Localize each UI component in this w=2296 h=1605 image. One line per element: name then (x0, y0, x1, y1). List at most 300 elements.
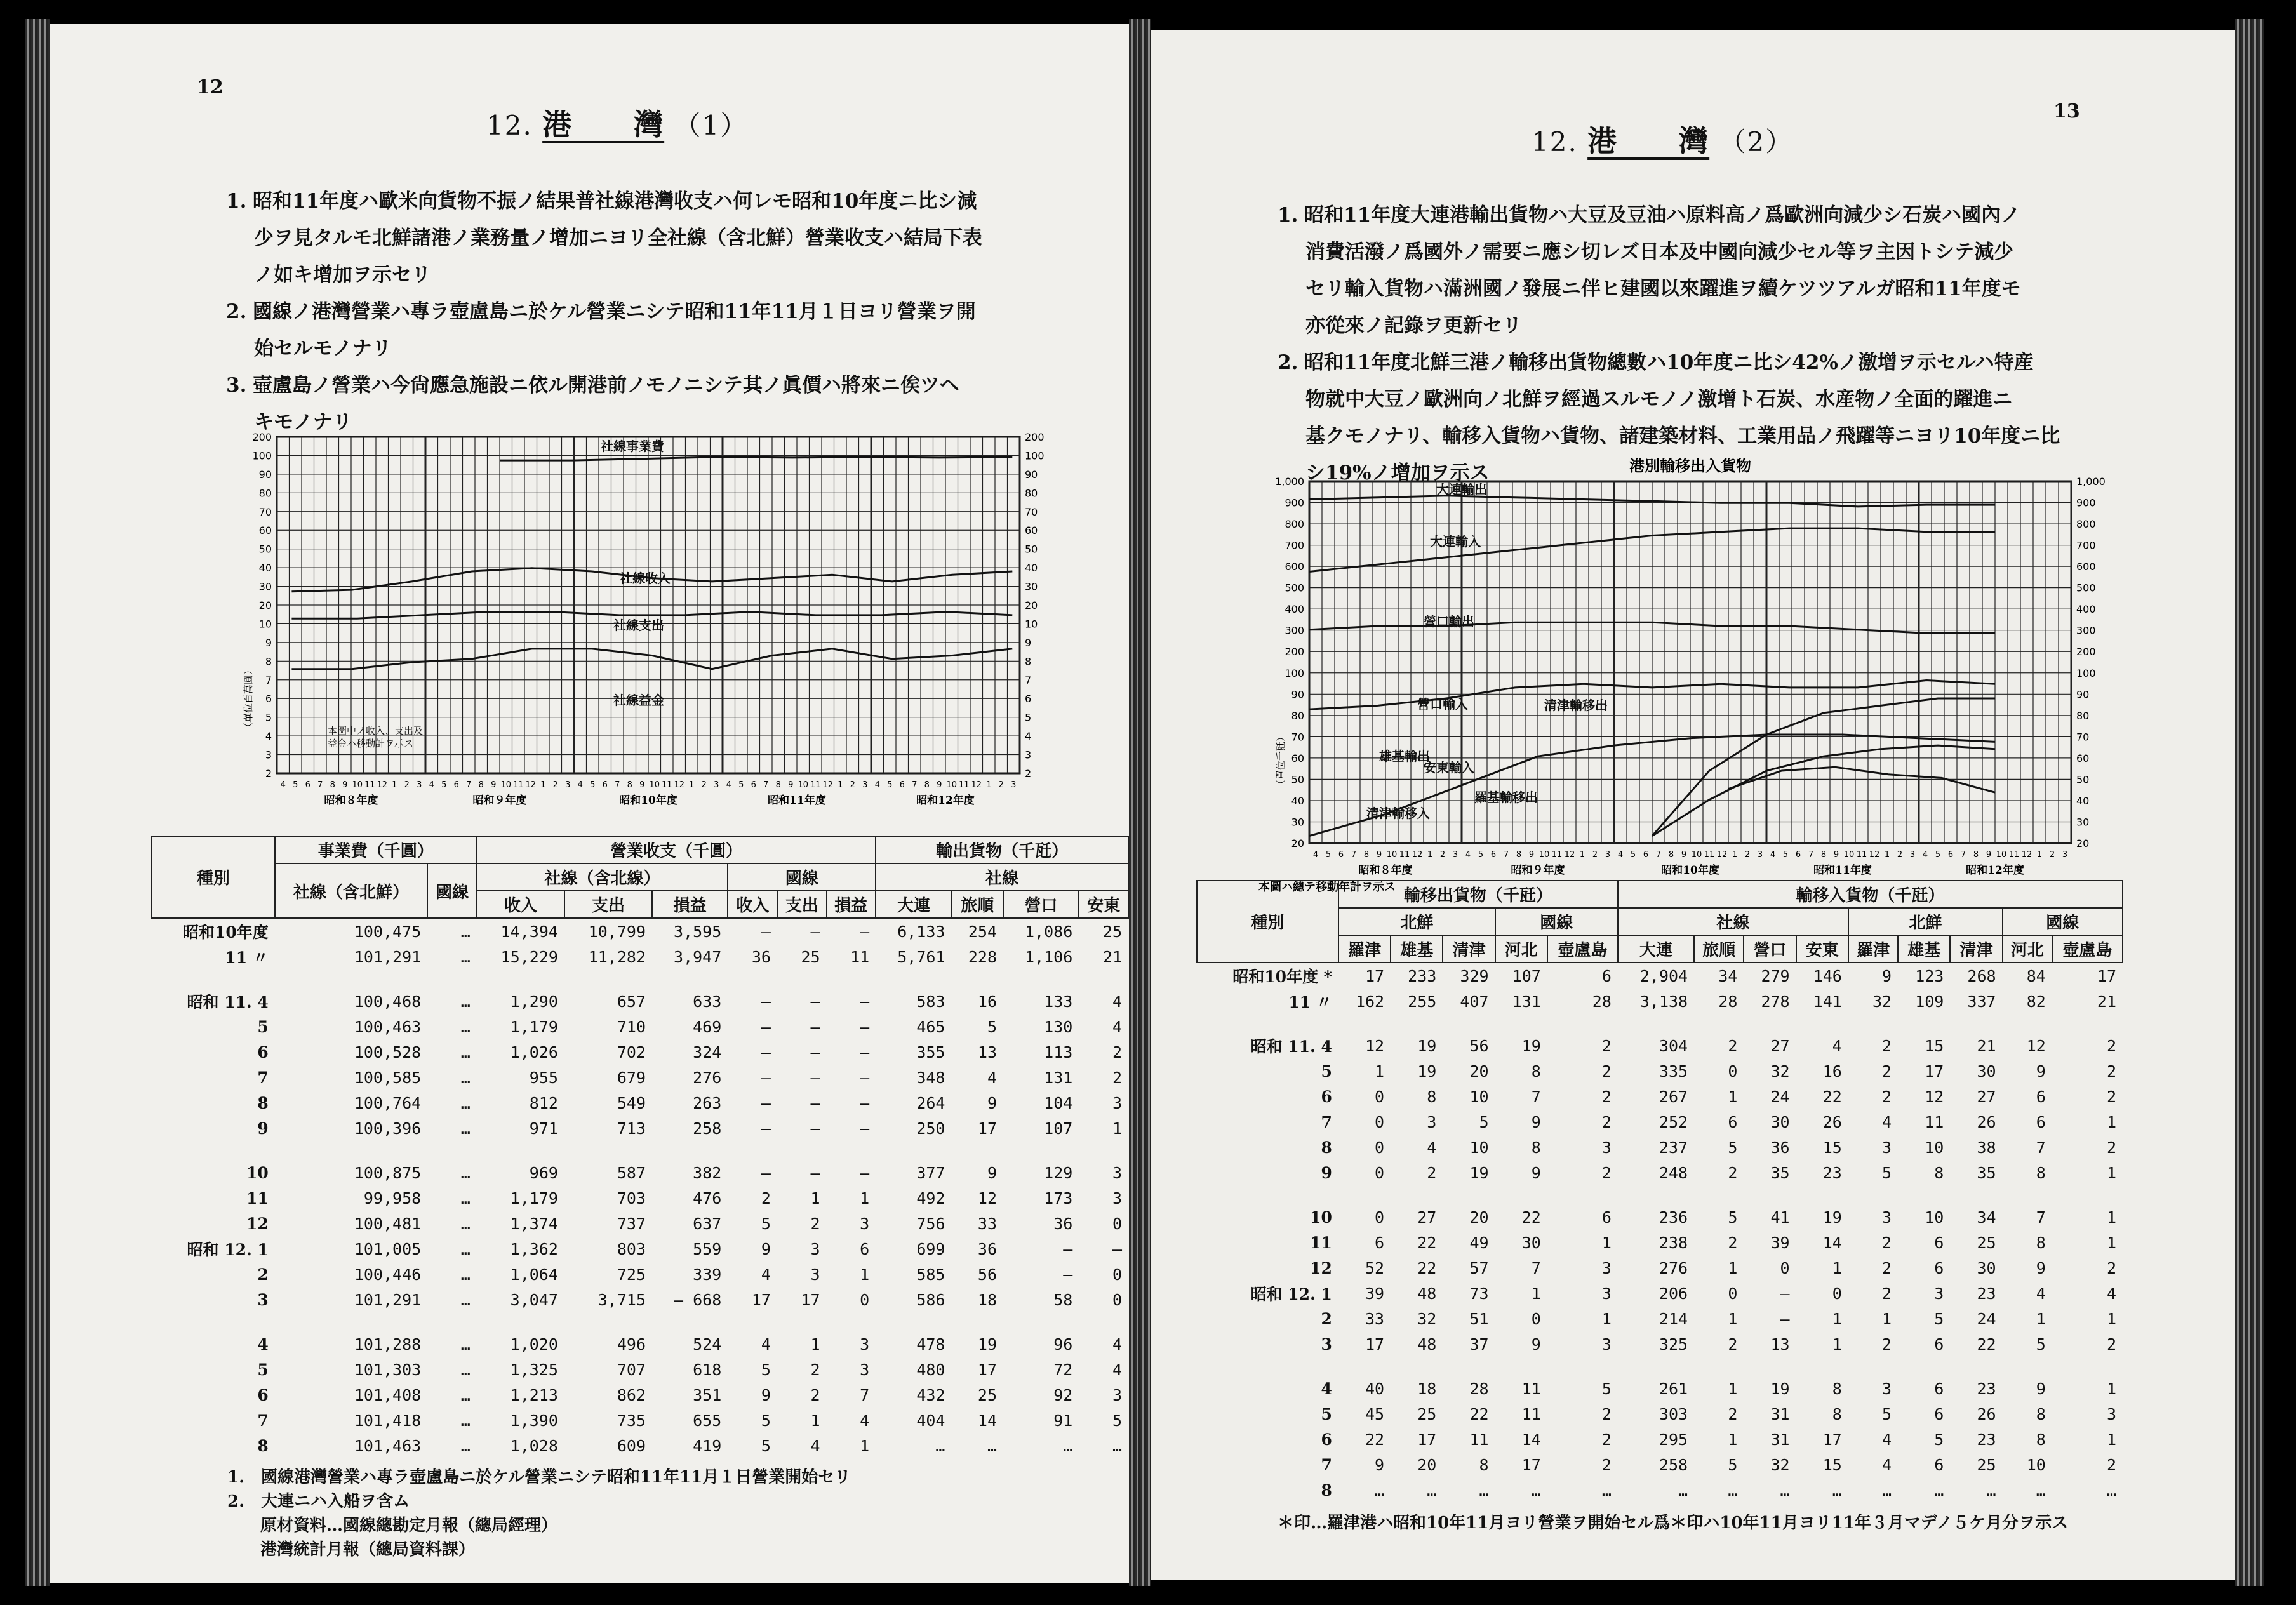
table-cell: 2 (2106, 1258, 2116, 1277)
col-hokusen-b: 北鮮 (1848, 908, 2003, 935)
table-cell: 6 (1934, 1258, 1944, 1277)
table-cell: 1 (1112, 1119, 1122, 1138)
month-tick: 8 (478, 780, 484, 790)
y-tick-label: 200 (1285, 646, 1304, 658)
table-cell: 549 (617, 1093, 646, 1112)
table-cell: 10 (1469, 1138, 1489, 1157)
table-cell: 40 (1365, 1379, 1385, 1398)
table-cell: 587 (617, 1163, 646, 1182)
table-row (152, 1382, 1128, 1408)
table-cell: 18 (977, 1290, 998, 1309)
row-label: 昭和10年度 * (1232, 968, 1332, 986)
month-tick: 4 (280, 780, 286, 790)
table-cell: 237 (1659, 1138, 1688, 1157)
table-cell: 19 (1469, 1163, 1489, 1182)
table-cell: 4 (1427, 1138, 1437, 1157)
table-cell: 25 (1417, 1404, 1437, 1423)
table-cell: 91 (1053, 1411, 1073, 1430)
row-label: 8 (1321, 1481, 1332, 1500)
y-tick-label-right: 20 (2076, 837, 2090, 849)
month-tick: 6 (1795, 850, 1801, 860)
table-cell: 6 (1375, 1233, 1385, 1252)
table-cell: 1 (1375, 1062, 1385, 1081)
y-tick-label: 5 (265, 711, 272, 724)
y-tick-label: 3 (265, 749, 272, 761)
table-cell: 585 (916, 1265, 945, 1284)
month-tick: 2 (1439, 850, 1446, 860)
table-cell: 26 (1822, 1112, 1842, 1131)
table-cell: 3,947 (674, 947, 722, 966)
month-tick: 6 (751, 780, 756, 790)
table-cell: 21 (1102, 947, 1122, 966)
month-tick: 9 (788, 780, 794, 790)
table-cell: — (761, 922, 771, 941)
table-cell: 15 (1925, 1036, 1944, 1055)
table-cell: 104 (1044, 1093, 1073, 1112)
table-cell: 22 (1977, 1335, 1996, 1354)
month-tick: 12 (2021, 850, 2032, 860)
table-cell: 7 (860, 1385, 870, 1404)
table-cell: 7 (2036, 1138, 2046, 1157)
table-cell: — (810, 992, 820, 1011)
table-cell: 56 (977, 1265, 998, 1284)
y-tick-label: 90 (258, 468, 272, 481)
table-cell: 36 (977, 1239, 998, 1258)
month-tick: 4 (1922, 850, 1928, 860)
table-cell: 233 (1408, 966, 1437, 985)
paragraph-number: 1. (1278, 204, 1298, 227)
table-cell: … (1728, 1481, 1738, 1500)
row-label: 5 (1321, 1404, 1332, 1423)
table-cell: 419 (693, 1436, 722, 1455)
month-tick: 6 (899, 780, 905, 790)
unit-label: （單位千瓩） (1275, 731, 1286, 789)
table-cell: 15 (1822, 1455, 1842, 1474)
table-cell: — (1780, 1309, 1790, 1328)
table-cell: 35 (1770, 1163, 1790, 1182)
table-cell: … (460, 1042, 471, 1062)
table-cell: 20 (1469, 1062, 1489, 1081)
table-cell: 25 (1977, 1233, 1996, 1252)
table-cell: 2 (2106, 1087, 2116, 1106)
subcol-header: 旅順 (951, 891, 1003, 918)
table-row (1197, 1376, 2123, 1401)
y-tick-label-right: 20 (1025, 599, 1038, 611)
table-cell: … (1427, 1481, 1437, 1500)
year-label: 昭和８年度 (1358, 864, 1413, 877)
table-cell: 1,290 (510, 992, 558, 1011)
table-cell: 5 (1601, 1379, 1612, 1398)
table-cell: 2 (1728, 1233, 1738, 1252)
table-cell: 2 (1882, 1062, 1892, 1081)
y-tick-label-right: 900 (2076, 496, 2096, 509)
year-label: 昭和11年度 (768, 794, 826, 807)
month-tick: 3 (1452, 850, 1458, 860)
table-cell: 32 (1770, 1062, 1790, 1081)
table-cell: … (935, 1436, 945, 1455)
table-cell: 57 (1469, 1258, 1489, 1277)
table-cell: 295 (1659, 1430, 1688, 1449)
month-tick: 9 (1833, 850, 1839, 860)
table-cell: … (460, 1436, 471, 1455)
table-cell: 725 (617, 1265, 646, 1284)
col-jigyohi: 事業費（千圓） (275, 836, 477, 863)
table-cell: 22 (1417, 1258, 1437, 1277)
table-row (152, 1185, 1128, 1211)
table-cell: 2 (1882, 1284, 1892, 1303)
table-cell: 3 (1601, 1258, 1612, 1277)
month-tick: 1 (1579, 850, 1585, 860)
y-tick-label-right: 70 (2076, 731, 2090, 743)
table-cell: 2 (761, 1189, 771, 1208)
table-cell: 19 (977, 1335, 998, 1354)
row-label: 昭和10年度 (183, 923, 269, 942)
table-cell: 17 (1822, 1430, 1842, 1449)
col-hokusen-a: 北鮮 (1338, 908, 1495, 935)
table-cell: 1 (860, 1436, 870, 1455)
title-part: （2） (1719, 126, 1794, 157)
table-cell: 971 (529, 1119, 558, 1138)
table-cell: 100,528 (354, 1042, 422, 1062)
table-cell: 4 (2036, 1284, 2046, 1303)
table-cell: 11 (1521, 1404, 1541, 1423)
paragraph-line: 亦從來ノ記錄ヲ更新セリ (1305, 314, 1522, 337)
table-cell: 586 (916, 1290, 945, 1309)
table-cell: 679 (617, 1068, 646, 1087)
table-cell: 20 (1469, 1208, 1489, 1227)
table-cell: 34 (1718, 966, 1738, 985)
y-tick-label: 7 (265, 674, 272, 686)
table-row (152, 1160, 1128, 1185)
table-cell: 1 (1728, 1087, 1738, 1106)
y-tick-label-right: 400 (2076, 603, 2096, 616)
curve-label: 大連輸出 (1436, 482, 1487, 497)
table-cell: 130 (1044, 1017, 1073, 1036)
table-cell: 250 (916, 1119, 945, 1138)
y-tick-label: 900 (1285, 496, 1304, 509)
table-cell: 16 (1822, 1062, 1842, 1081)
center-gutter (1129, 19, 1151, 1586)
row-label: 11 (246, 1189, 269, 1208)
table-row (1197, 1185, 2123, 1204)
table-cell: 524 (693, 1335, 722, 1354)
month-tick: 11 (1551, 850, 1563, 860)
curve-label: 營口輸出 (1424, 614, 1474, 629)
right-book-edge (2235, 19, 2264, 1586)
table-row (1197, 1084, 2123, 1109)
y-tick-label: 4 (265, 730, 272, 743)
table-cell: 14 (1822, 1233, 1842, 1252)
month-tick: 6 (1490, 850, 1497, 860)
table-cell: 22 (1822, 1087, 1842, 1106)
month-tick: 10 (649, 780, 660, 790)
table-cell: 702 (617, 1042, 646, 1062)
table-cell: 13 (977, 1042, 998, 1062)
subcol-header: 羅津 (1338, 935, 1391, 962)
row-label: 6 (1321, 1430, 1332, 1449)
table-cell: 255 (1408, 992, 1437, 1011)
table-cell: … (460, 1385, 471, 1404)
table-cell: 6 (1934, 1455, 1944, 1474)
table-cell: 4 (860, 1411, 870, 1430)
table-cell: 2 (1601, 1036, 1612, 1055)
table-cell: 4 (1882, 1112, 1892, 1131)
table-cell: 11 (850, 947, 870, 966)
table-cell: 9 (761, 1239, 771, 1258)
table-cell: 2 (2106, 1455, 2116, 1474)
table-cell: 214 (1659, 1309, 1688, 1328)
port-cargo-chart (1252, 443, 2154, 900)
month-tick: 1 (2036, 850, 2043, 860)
table-cell: 173 (1044, 1189, 1073, 1208)
row-label: 5 (257, 1360, 269, 1379)
subcol-header: 雄基 (1391, 935, 1443, 962)
table-cell: … (460, 922, 471, 941)
table-cell: 17 (1417, 1430, 1437, 1449)
table-cell: 337 (1967, 992, 1996, 1011)
row-label: 8 (257, 1093, 269, 1112)
subcol-header: 收入 (477, 891, 564, 918)
table-cell: 17 (1365, 966, 1385, 985)
y-tick-label-right: 1,000 (2076, 476, 2106, 488)
table-cell: 100,585 (354, 1068, 422, 1087)
curve-label: 羅基輸移出 (1474, 790, 1538, 805)
y-tick-label-right: 60 (1025, 524, 1038, 537)
table-cell: 21 (1977, 1036, 1996, 1055)
table-cell: 23 (1822, 1163, 1842, 1182)
y-tick-label: 90 (1291, 688, 1304, 701)
table-cell: 2 (1728, 1163, 1738, 1182)
table-cell: 8 (2036, 1163, 2046, 1182)
table-row (1197, 1014, 2123, 1033)
table-cell: 129 (1044, 1163, 1073, 1182)
month-tick: 10 (1538, 850, 1550, 860)
table-row (152, 1090, 1128, 1116)
table-cell: 17 (751, 1290, 771, 1309)
table-cell: 30 (1977, 1258, 1996, 1277)
month-tick: 2 (404, 780, 410, 790)
table-cell: 2 (1601, 1163, 1612, 1182)
table-cell: 26 (1977, 1404, 1996, 1423)
table-row (152, 989, 1128, 1014)
table-row (1197, 989, 2123, 1014)
table-cell: — (860, 1163, 870, 1182)
table-cell: 133 (1044, 992, 1073, 1011)
table-cell: 1 (2106, 1430, 2116, 1449)
table-cell: 100,481 (354, 1214, 422, 1233)
table-cell: 3 (810, 1239, 820, 1258)
curve-label: 社線益金 (613, 693, 664, 708)
table-cell: 9 (1375, 1455, 1385, 1474)
paragraph-text: 國線ノ港灣營業ハ專ラ壺盧島ニ於ケル營業ニシテ昭和11年11月１日ヨリ營業ヲ開 (253, 300, 976, 323)
page-number: 13 (2053, 100, 2080, 123)
table-cell: 48 (1417, 1335, 1437, 1354)
table-cell: 3 (1934, 1284, 1944, 1303)
table-cell: 28 (1592, 992, 1612, 1011)
row-label: 昭和 11. 4 (1250, 1037, 1332, 1056)
table-cell: 4 (1112, 1360, 1122, 1379)
table-cell: 276 (693, 1068, 722, 1087)
month-tick: 10 (1691, 850, 1702, 860)
table-cell: 657 (617, 992, 646, 1011)
y-tick-label-right: 7 (1025, 674, 1032, 686)
table-row (152, 1065, 1128, 1090)
table-cell: 2 (2106, 1138, 2116, 1157)
col-yushutsu: 輸出貨物（千瓩） (876, 836, 1128, 863)
table-cell: 22 (1365, 1430, 1385, 1449)
paragraph-text: 昭和11年度大連港輸出貨物ハ大豆及豆油ハ原料高ノ爲歐洲向減少シ石炭ハ國內ノ (1304, 204, 2021, 227)
table-row (1197, 1331, 2123, 1357)
table-cell: 6 (1601, 1208, 1612, 1227)
month-tick: 5 (1478, 850, 1484, 860)
table-cell: 5 (1882, 1404, 1892, 1423)
y-tick-label-right: 90 (2076, 688, 2090, 701)
table-cell: 339 (693, 1265, 722, 1284)
table-cell: 101,005 (354, 1239, 422, 1258)
table-row (152, 1433, 1128, 1458)
table-cell: 2 (1728, 1036, 1738, 1055)
table-cell: 36 (1770, 1138, 1790, 1157)
table-cell: 476 (693, 1189, 722, 1208)
page-title (486, 102, 748, 143)
table-cell: 0 (1112, 1290, 1122, 1309)
month-tick: 12 (674, 780, 685, 790)
table-cell: 7 (1531, 1087, 1541, 1106)
y-tick-label: 100 (1285, 667, 1304, 679)
table-row (152, 1312, 1128, 1331)
table-cell: 4 (761, 1265, 771, 1284)
table-cell: 17 (2097, 966, 2116, 985)
month-tick: 7 (1808, 850, 1814, 860)
unit-label: （單位百萬圓） (243, 665, 254, 732)
year-label: 昭和８年度 (324, 794, 378, 807)
y-tick-label-right: 80 (2076, 709, 2090, 722)
table-cell: — (860, 1068, 870, 1087)
month-tick: 9 (937, 780, 942, 790)
year-label: 昭和11年度 (1813, 864, 1872, 877)
table-cell: 9 (1531, 1112, 1541, 1131)
table-cell: 101,418 (354, 1411, 422, 1430)
table-cell: — (810, 922, 820, 941)
title-part: （1） (674, 110, 749, 141)
table-cell: 2 (1601, 1087, 1612, 1106)
table-cell: 756 (916, 1214, 945, 1233)
table-cell: 2 (1112, 1068, 1122, 1087)
note-line: 原材資料…國線總勘定月報（總局經理） (227, 1516, 558, 1535)
subcol-header: 收入 (728, 891, 777, 918)
table-cell: 9 (987, 1163, 998, 1182)
table-cell: 17 (1521, 1455, 1541, 1474)
table-cell: 100,446 (354, 1265, 422, 1284)
subcol-header: 支出 (564, 891, 652, 918)
table-cell: 236 (1659, 1208, 1688, 1227)
month-tick: 9 (342, 780, 348, 790)
month-tick: 10 (1996, 850, 2007, 860)
table-row (152, 1287, 1128, 1312)
month-tick: 3 (1605, 850, 1611, 860)
table-cell: 35 (1977, 1163, 1996, 1182)
month-tick: 9 (1376, 850, 1382, 860)
row-label: 6 (1321, 1087, 1332, 1106)
month-tick: 3 (1909, 850, 1916, 860)
table-cell: 9 (761, 1385, 771, 1404)
table-cell: 100,468 (354, 992, 422, 1011)
table-cell: 707 (617, 1360, 646, 1379)
paragraph-line: 少ヲ見タルモ北鮮諸港ノ業務量ノ增加ニヨリ全社線（含北鮮）營業收支ハ結局下表 (254, 227, 982, 250)
month-tick: 1 (392, 780, 397, 790)
footnote: ＊印…羅津港ハ昭和10年11月ヨリ營業ヲ開始セル爲＊印ハ10年11月ヨリ11年３月マデノ５ケ月分ヲ示ス (1278, 1514, 2069, 1533)
table-cell: 355 (916, 1042, 945, 1062)
table-cell: 19 (1521, 1036, 1541, 1055)
month-tick: 11 (1704, 850, 1715, 860)
month-tick: 12 (1716, 850, 1728, 860)
table-cell: 27 (1977, 1087, 1996, 1106)
curve-label: 雄基輸出 (1379, 749, 1430, 764)
table-cell: … (1479, 1481, 1489, 1500)
table-cell: … (460, 1093, 471, 1112)
table-cell: 38 (1977, 1138, 1996, 1157)
table-cell: 0 (1832, 1284, 1842, 1303)
subcol-header: 營口 (1744, 935, 1796, 962)
month-tick: 2 (850, 780, 855, 790)
curve-label: 清津輸移出 (1544, 698, 1608, 713)
table-row (1197, 1427, 2123, 1452)
paragraph-line (226, 183, 1051, 220)
month-tick: 4 (726, 780, 731, 790)
table-cell: 5 (1479, 1112, 1489, 1131)
paragraph-line: 基クモノナリ、輸移入貨物ハ貨物、諸建築材料、工業用品ノ飛躍等ニヨリ10年度ニ比 (1305, 425, 2060, 448)
table-row (1197, 1058, 2123, 1084)
month-tick: 2 (1897, 850, 1903, 860)
table-cell: — (860, 992, 870, 1011)
table-cell: 13 (1770, 1335, 1790, 1354)
y-tick-label-right: 600 (2076, 561, 2096, 573)
table-cell: 12 (977, 1189, 998, 1208)
month-tick: 6 (602, 780, 608, 790)
table-cell: 101,291 (354, 1290, 422, 1309)
month-tick: 3 (1757, 850, 1763, 860)
month-tick: 4 (1312, 850, 1319, 860)
table-cell: 16 (977, 992, 998, 1011)
table-cell: 2 (1601, 1404, 1612, 1423)
table-cell: … (2036, 1481, 2046, 1500)
table-cell: … (1832, 1481, 1842, 1500)
table-cell: 1 (2106, 1379, 2116, 1398)
row-label: 9 (257, 1119, 269, 1138)
table-cell: 1 (2106, 1233, 2116, 1252)
table-cell: 969 (529, 1163, 558, 1182)
chart-note: 本圖中ノ收入、支出及 (328, 725, 424, 736)
table-cell: … (460, 1360, 471, 1379)
y-tick-label: 60 (1291, 752, 1304, 764)
y-tick-label-right: 60 (2076, 752, 2090, 764)
table-cell: 407 (1460, 992, 1489, 1011)
table-cell: 3 (1112, 1163, 1122, 1182)
table-cell: 15,229 (500, 947, 558, 966)
y-tick-label-right: 5 (1025, 711, 1032, 724)
table-cell: 264 (916, 1093, 945, 1112)
note-line: 港灣統計月報（總局資料課） (227, 1540, 476, 1559)
table-row (152, 918, 1128, 944)
month-tick: 2 (701, 780, 707, 790)
table-cell: 8 (1832, 1404, 1842, 1423)
table-cell: — (810, 1093, 820, 1112)
table-cell: 2 (2106, 1036, 2116, 1055)
table-cell: — (860, 1042, 870, 1062)
row-label: 7 (257, 1411, 269, 1430)
table-cell: … (1063, 1436, 1073, 1455)
table-cell: 17 (977, 1119, 998, 1138)
